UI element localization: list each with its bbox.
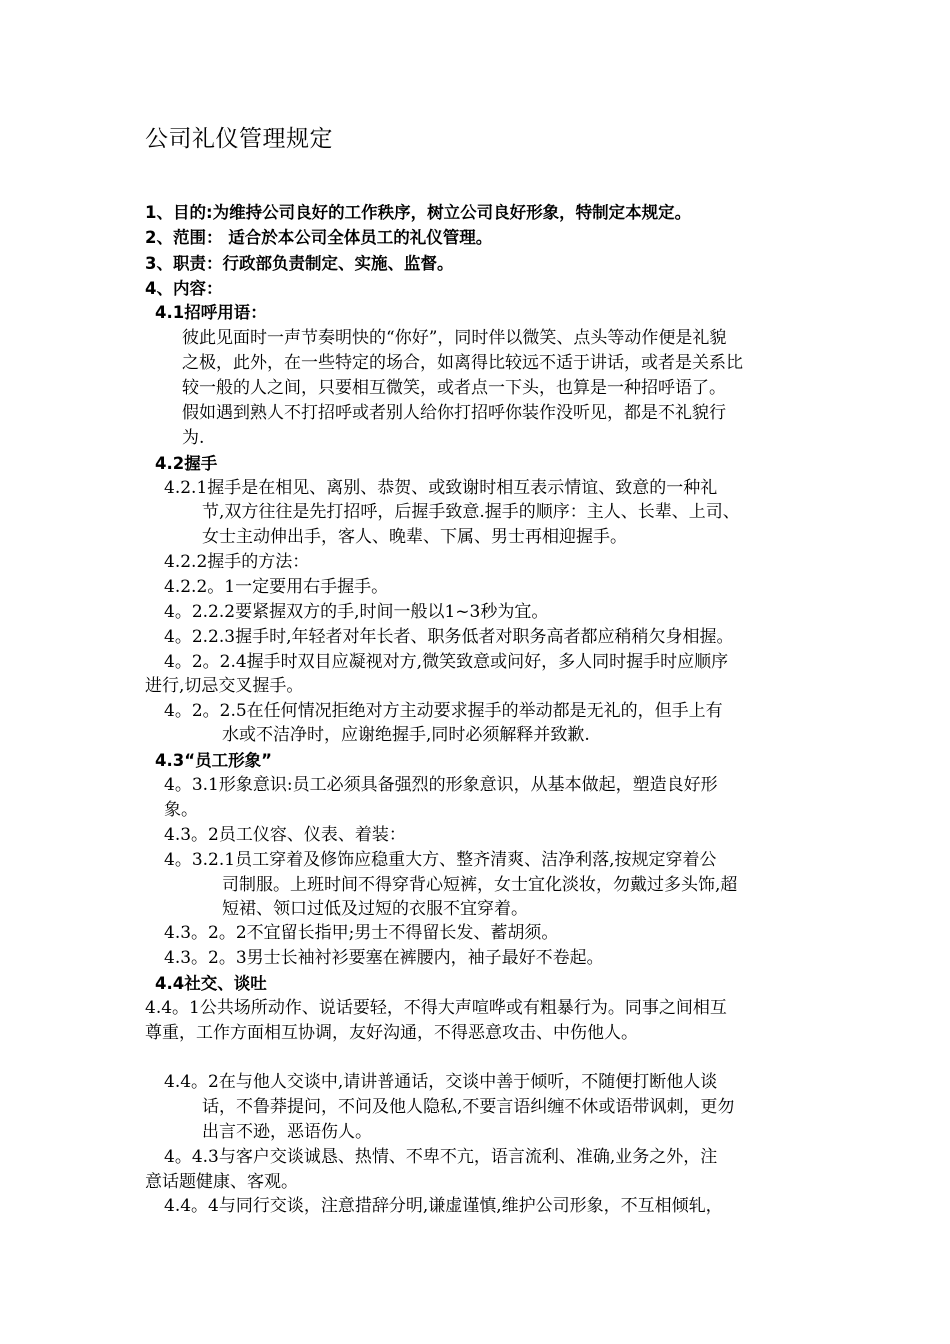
paragraph-line: 4.4。2在与他人交谈中,请讲普通话，交谈中善于倾听，不随便打断他人谈 [164, 1072, 718, 1092]
paragraph-line: 4.2.1握手是在相见、离别、恭贺、或致谢时相互表示情谊、致意的一种礼 [164, 478, 718, 498]
paragraph-line: 进行,切忌交叉握手。 [145, 676, 304, 696]
duty-line: 3、职责：行政部负责制定、实施、监督。 [145, 254, 454, 273]
paragraph-line: 4。2.2.3握手时,年轻者对年长者、职务低者对职务高者都应稍稍欠身相握。 [164, 627, 734, 647]
paragraph-line: 4.3。2员工仪容、仪表、着装： [164, 825, 406, 845]
paragraph-line: 女士主动伸出手，客人、晚辈、下属、男士再相迎握手。 [202, 527, 627, 547]
paragraph-line: 象。 [164, 800, 198, 820]
paragraph-line: 4.4。4与同行交谈，注意措辞分明,谦虚谨慎,维护公司形象，不互相倾轧， [164, 1196, 723, 1216]
paragraph-line: 4。4.3与客户交谈诚恳、热情、不卑不亢，语言流利、准确,业务之外，注 [164, 1147, 718, 1167]
scope-line: 2、范围： 适合於本公司全体员工的礼仪管理。 [145, 228, 493, 247]
paragraph-line: 4.2.2握手的方法： [164, 552, 310, 572]
paragraph-line: 节,双方往往是先打招呼，后握手致意.握手的顺序：主人、长辈、上司、 [202, 502, 740, 522]
paragraph-line: 司制服。上班时间不得穿背心短裤，女士宜化淡妆，勿戴过多头饰,超 [222, 875, 738, 895]
section-4-2-heading: 4.2握手 [155, 454, 218, 473]
paragraph-line: 彼此见面时一声节奏明快的“你好”，同时伴以微笑、点头等动作便是礼貌 [182, 328, 727, 348]
paragraph-line: 话，不鲁莽提问，不问及他人隐私,不要言语纠缠不休或语带讽刺，更勿 [202, 1097, 735, 1117]
paragraph-line: 之极，此外，在一些特定的场合，如离得比较远不适于讲话，或者是关系比 [182, 353, 743, 373]
paragraph-line: 尊重，工作方面相互协调，友好沟通，不得恶意攻击、中伤他人。 [145, 1023, 638, 1043]
section-4-4-heading: 4.4社交、谈吐 [155, 974, 267, 993]
paragraph-line: 4。2。2.4握手时双目应凝视对方,微笑致意或问好，多人同时握手时应顺序 [164, 652, 729, 672]
paragraph-line: 短裙、领口过低及过短的衣服不宜穿着。 [222, 899, 528, 919]
paragraph-line: 4.2.2。1一定要用右手握手。 [164, 577, 389, 597]
paragraph-line: 水或不洁净时，应谢绝握手,同时必须解释并致歉. [222, 725, 590, 745]
paragraph-line: 4。2。2.5在任何情况拒绝对方主动要求握手的举动都是无礼的，但手上有 [164, 701, 723, 721]
paragraph-line: 假如遇到熟人不打招呼或者别人给你打招呼你装作没听见，都是不礼貌行 [182, 403, 726, 423]
paragraph-line: 4.4。1公共场所动作、说话要轻，不得大声喧哗或有粗暴行为。同事之间相互 [145, 998, 727, 1018]
paragraph-line: 意话题健康、客观。 [145, 1172, 298, 1192]
paragraph-line: 出言不逊，恶语伤人。 [202, 1122, 372, 1142]
section-4-3-heading: 4.3“员工形象” [155, 751, 272, 770]
page-title: 公司礼仪管理规定 [145, 126, 333, 152]
paragraph-line: 较一般的人之间，只要相互微笑，或者点一下头，也算是一种招呼语了。 [182, 378, 726, 398]
paragraph-line: 为. [182, 428, 205, 448]
paragraph-line: 4。2.2.2要紧握双方的手,时间一般以1~3秒为宜。 [164, 602, 549, 622]
paragraph-line: 4.3。2。3男士长袖衬衫要塞在裤腰内，袖子最好不卷起。 [164, 948, 604, 968]
purpose-line: 1、目的:为维持公司良好的工作秩序，树立公司良好形象，特制定本规定。 [145, 203, 692, 222]
paragraph-line: 4。3.2.1员工穿着及修饰应稳重大方、整齐清爽、洁净利落,按规定穿着公 [164, 850, 717, 870]
paragraph-line: 4.3。2。2不宜留长指甲;男士不得留长发、蓄胡须。 [164, 923, 559, 943]
content-heading: 4、内容： [145, 279, 223, 298]
section-4-1-heading: 4.1招呼用语： [155, 303, 267, 322]
paragraph-line: 4。3.1形象意识:员工必须具备强烈的形象意识，从基本做起，塑造良好形 [164, 775, 718, 795]
